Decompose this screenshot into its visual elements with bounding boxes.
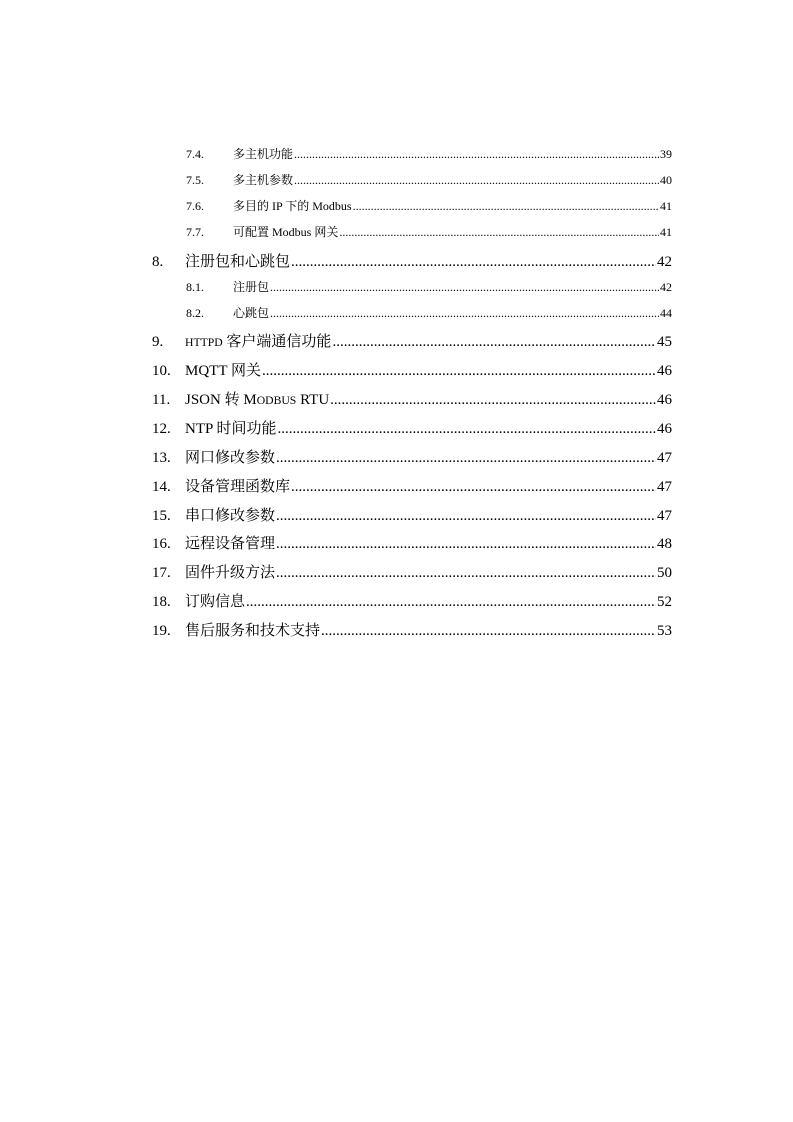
toc-entry-number: 13. [152, 450, 171, 466]
toc-leader-dots [270, 280, 659, 295]
toc-entry-title [185, 330, 331, 351]
toc-entry-number: 7.5. [186, 173, 204, 187]
toc-entry-page: 41 [660, 199, 672, 213]
toc-entry-page: 52 [657, 594, 672, 610]
toc-leader-dots [276, 565, 656, 582]
toc-entry-title [185, 388, 329, 409]
toc-leader-dots [270, 306, 659, 321]
toc-entry-title: MQTT 网关 [185, 363, 261, 379]
toc-entry-number: 8.1. [186, 280, 204, 294]
toc-leader-dots [353, 199, 659, 214]
toc-entry-page: 50 [657, 565, 672, 581]
toc-entry-title: 网口修改参数 [185, 450, 276, 466]
toc-entry-title: 订购信息 [185, 594, 246, 610]
toc-entry-page: 46 [657, 421, 672, 437]
toc-entry-number: 12. [152, 421, 171, 437]
toc-entry-page: 53 [657, 623, 672, 639]
toc-entry-number: 7.4. [186, 147, 204, 161]
toc-entry-page: 42 [657, 254, 672, 270]
toc-entry-title: 设备管理函数库 [185, 479, 291, 495]
toc-entry-number: 10. [152, 363, 171, 379]
toc-entry-title: 售后服务和技术支持 [185, 623, 321, 639]
toc-entry-7-7[interactable] [186, 223, 672, 240]
toc-entry-12[interactable] [152, 417, 672, 438]
toc-entry-18[interactable] [152, 590, 672, 611]
toc-leader-dots [276, 536, 656, 553]
toc-entry-number: 8. [152, 254, 164, 270]
toc-entry-number: 8.2. [186, 306, 204, 320]
toc-entry-9[interactable] [152, 330, 672, 351]
toc-leader-dots [291, 254, 656, 271]
toc-entry-number: 17. [152, 565, 171, 581]
toc-entry-19[interactable] [152, 619, 672, 640]
toc-leader-dots [262, 363, 656, 380]
toc-entry-7-5[interactable] [186, 171, 672, 188]
toc-entry-16[interactable] [152, 532, 672, 553]
toc-entry-page: 45 [657, 334, 672, 350]
toc-entry-page: 44 [660, 306, 672, 320]
toc-entry-title: 注册包 [233, 280, 270, 294]
toc-entry-11[interactable] [152, 388, 672, 409]
toc-entry-page: 39 [660, 147, 672, 161]
toc-entry-page: 42 [660, 280, 672, 294]
toc-entry-10[interactable] [152, 359, 672, 380]
toc-leader-dots [339, 225, 659, 240]
toc-entry-8[interactable] [152, 250, 672, 271]
toc-leader-dots [321, 623, 656, 640]
toc-entry-title: 可配置 Modbus 网关 [233, 225, 339, 239]
toc-entry-7-6[interactable] [186, 197, 672, 214]
toc-title-smallcaps: HTTPD [185, 336, 223, 349]
toc-entry-8-1[interactable] [186, 278, 672, 295]
toc-entry-page: 47 [657, 508, 672, 524]
toc-entry-13[interactable] [152, 446, 672, 467]
toc-entry-17[interactable] [152, 561, 672, 582]
toc-leader-dots [291, 479, 656, 496]
toc-entry-number: 9. [152, 334, 164, 350]
toc-title-smallcaps: ODBUS [256, 394, 297, 407]
toc-title-rest: 客户端通信功能 [222, 334, 332, 350]
toc-entry-title: 多主机参数 [233, 173, 294, 187]
toc-entry-title: NTP 时间功能 [185, 421, 277, 437]
toc-entry-number: 15. [152, 508, 171, 524]
toc-entry-number: 14. [152, 479, 171, 495]
toc-entry-number: 11. [152, 392, 171, 408]
toc-entry-page: 46 [657, 392, 672, 408]
toc-leader-dots [246, 594, 656, 611]
toc-entry-title: 心跳包 [233, 306, 270, 320]
toc-entry-page: 47 [657, 450, 672, 466]
toc-entry-number: 19. [152, 623, 171, 639]
toc-entry-page: 40 [660, 173, 672, 187]
toc-entry-page: 46 [657, 363, 672, 379]
toc-entry-14[interactable] [152, 475, 672, 496]
toc-entry-number: 18. [152, 594, 171, 610]
toc-entry-page: 47 [657, 479, 672, 495]
toc-entry-number: 16. [152, 536, 171, 552]
toc-entry-page: 41 [660, 225, 672, 239]
toc-entry-title: 注册包和心跳包 [185, 254, 291, 270]
toc-entry-number: 7.7. [186, 225, 204, 239]
toc-entry-title: 多主机功能 [233, 147, 294, 161]
toc-entry-title: 多目的 IP 下的 Modbus [233, 199, 352, 213]
toc-leader-dots [294, 173, 659, 188]
toc-entry-8-2[interactable] [186, 304, 672, 321]
toc-leader-dots [278, 421, 656, 438]
toc-title-prefix: JSON 转 M [185, 392, 257, 408]
toc-leader-dots [332, 334, 656, 351]
toc-leader-dots [276, 450, 656, 467]
toc-entry-page: 48 [657, 536, 672, 552]
toc-entry-title: 固件升级方法 [185, 565, 276, 581]
toc-entry-15[interactable] [152, 504, 672, 525]
toc-leader-dots [294, 147, 659, 162]
toc-entry-7-4[interactable] [186, 145, 672, 162]
toc-title-rest: RTU [296, 392, 330, 408]
toc-entry-title: 串口修改参数 [185, 508, 276, 524]
toc-leader-dots [330, 392, 656, 409]
toc-entry-title: 远程设备管理 [185, 536, 276, 552]
toc-leader-dots [276, 508, 656, 525]
toc-entry-number: 7.6. [186, 199, 204, 213]
